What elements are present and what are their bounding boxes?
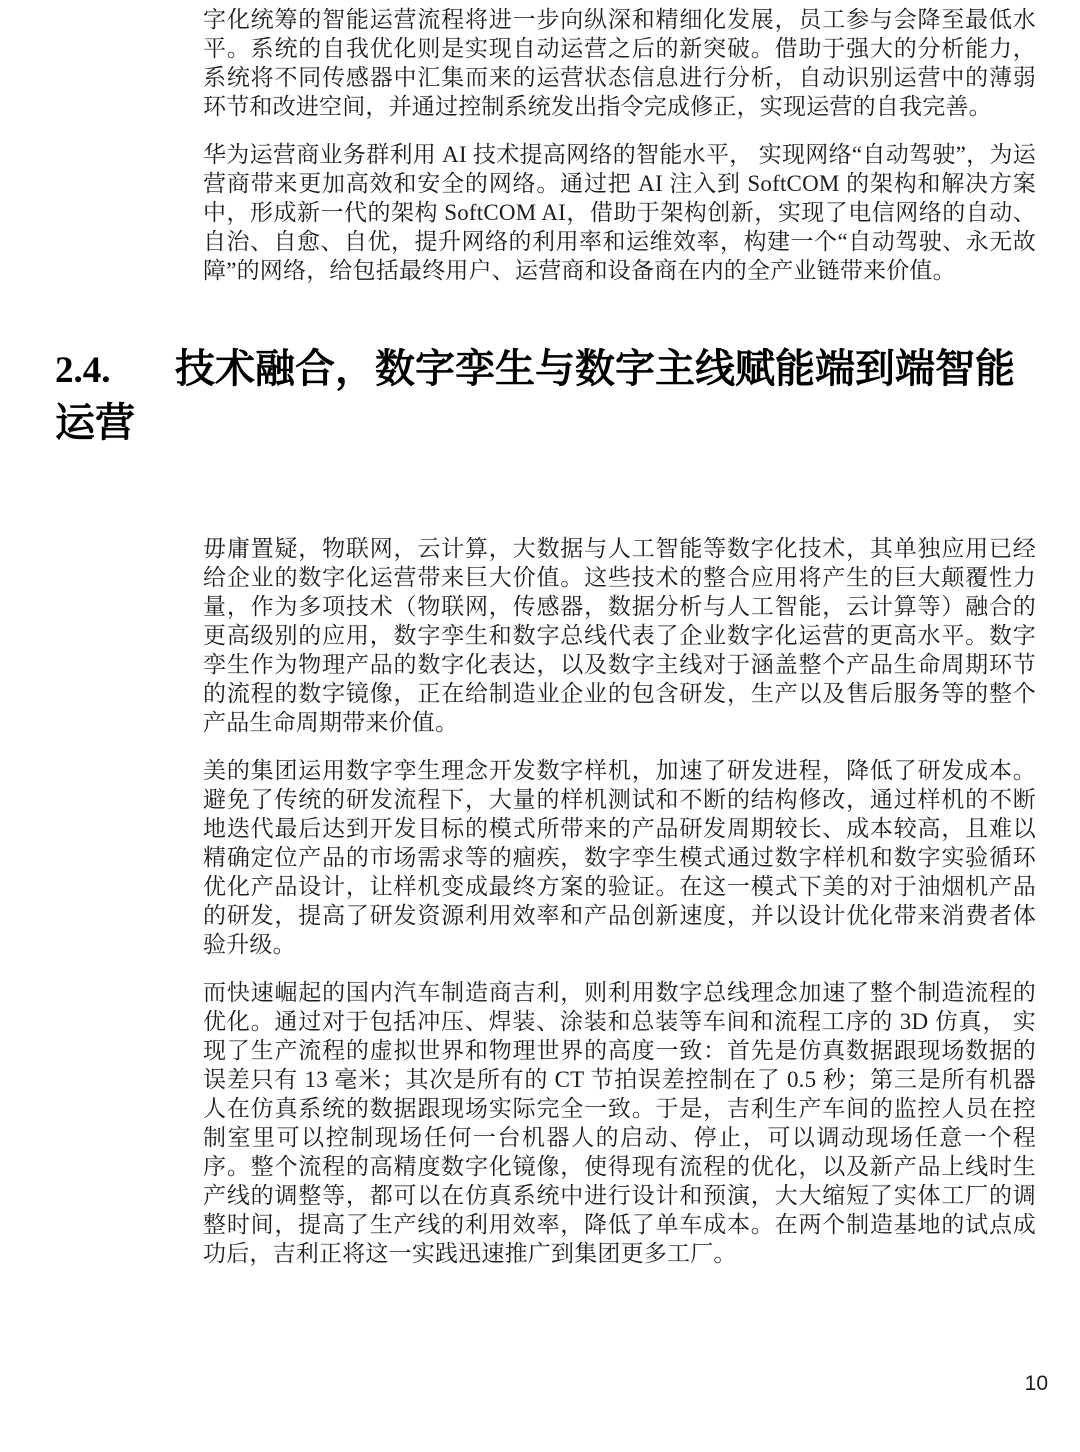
- paragraph: 美的集团运用数字孪生理念开发数字样机，加速了研发进程，降低了研发成本。避免了传统的研发流程下，大量的样机测试和不断的结构修改，通过样机的不断地迭代最后达到开发目标的模式所带来的产品研发周期较长、成本较高，且难以精确定位产品的市场需求等的痼疾，数字孪生模式通过数字样机和数字实验循环优化产品设计，让样机变成最终方案的验证。在这一模式下美的对于油烟机产品的研发，提高了研发资源利用效率和产品创新速度，并以设计优化带来消费者体验升级。: [203, 758, 1036, 957]
- body-text-bottom: [0, 534, 1080, 1268]
- section-heading-title-line2: 运营: [55, 401, 135, 445]
- page-number: 10: [1024, 1372, 1048, 1395]
- paragraph: 而快速崛起的国内汽车制造商吉利，则利用数字总线理念加速了整个制造流程的优化。通过对于包括冲压、焊装、涂装和总装等车间和流程工序的 3D 仿真， 实现了生产流程的虚拟世界和物理世界的高度一致：首先是仿真数据跟现场数据的误差只有 13 毫米；其次是所有的 CT 节拍误差控制在了 0.5 秒；第三是所有机器人在仿真系统的数据跟现场实际完全一致。于是，吉利生产车间的监控人员在控制室里可以控制现场任何一台机器人的启动、停止，可以调动现场任意一个程序。整个流程的高精度数字化镜像，使得现有流程的优化，以及新产品上线时生产线的调整等，都可以在仿真系统中进行设计和预演，大大缩短了实体工厂的调整时间，提高了生产线的利用效率，降低了单车成本。在两个制造基地的试点成功后，吉利正将这一实践迅速推广到集团更多工厂。: [203, 980, 1036, 1266]
- paragraph: 字化统筹的智能运营流程将进一步向纵深和精细化发展，员工参与会降至最低水平。系统的自我优化则是实现自动运营之后的新突破。借助于强大的分析能力，系统将不同传感器中汇集而来的运营状态信息进行分析，自动识别运营中的薄弱环节和改进空间，并通过控制系统发出指令完成修正，实现运营的自我完善。: [203, 7, 1036, 119]
- paragraph: 毋庸置疑，物联网，云计算，大数据与人工智能等数字化技术，其单独应用已经给企业的数字化运营带来巨大价值。这些技术的整合应用将产生的巨大颠覆性力量，作为多项技术（物联网，传感器，数据分析与人工智能，云计算等）融合的更高级别的应用，数字孪生和数字总线代表了企业数字化运营的更高水平。数字孪生作为物理产品的数字化表达，以及数字主线对于涵盖整个产品生命周期环节的流程的数字镜像，正在给制造业企业的包含研发，生产以及售后服务等的整个产品生命周期带来价值。: [203, 536, 1036, 735]
- paragraph: 华为运营商业务群利用 AI 技术提高网络的智能水平， 实现网络“自动驾驶”，为运营商带来更加高效和安全的网络。通过把 AI 注入到 SoftCOM 的架构和解决方案中，形成新一代的架构 SoftCOM AI，借助于架构创新，实现了电信网络的自动、自治、自愈、自优，提升网络的利用率和运维效率，构建一个“自动驾驶、永无故障”的网络，给包括最终用户、运营商和设备商在内的全产业链带来价值。: [203, 142, 1036, 283]
- section-heading: [55, 343, 1040, 450]
- section-heading-number: 2.4.: [55, 350, 111, 391]
- body-text-top: [0, 5, 1080, 285]
- section-heading-title-line1: 技术融合，数字孪生与数字主线赋能端到端智能: [175, 347, 1015, 391]
